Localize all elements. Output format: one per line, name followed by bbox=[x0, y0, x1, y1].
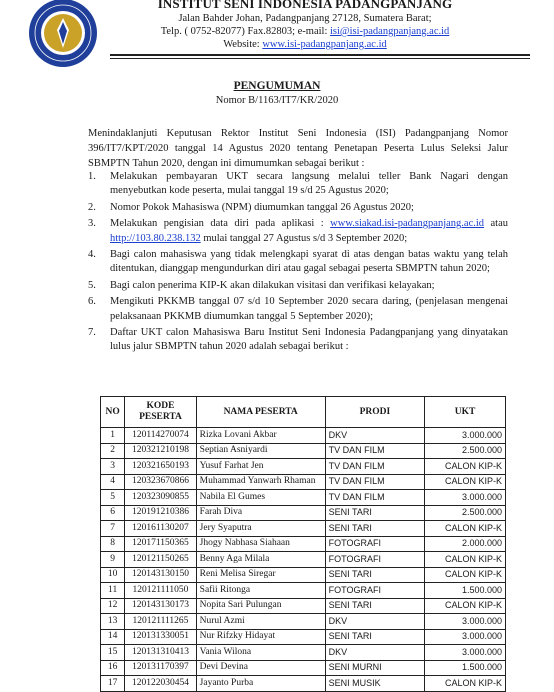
institution-name: INSTITUT SENI INDONESIA PADANGPANJANG bbox=[157, 0, 453, 11]
study-program: TV DAN FILM bbox=[325, 474, 424, 490]
row-number: 4 bbox=[101, 474, 125, 490]
participant-code: 120131310413 bbox=[125, 645, 196, 661]
participant-code: 120121111050 bbox=[125, 583, 196, 599]
phone-fax-text: Telp. ( 0752-82077) Fax.82803; e-mail: bbox=[160, 26, 330, 37]
participant-name: Nur Rifzky Hidayat bbox=[196, 629, 325, 645]
header-no: NO bbox=[101, 397, 125, 428]
participant-code: 120321650193 bbox=[125, 459, 196, 475]
website-link[interactable]: www.isi-padangpanjang.ac.id bbox=[262, 39, 387, 50]
ukt-value: 2.000.000 bbox=[425, 536, 506, 552]
ukt-value: 3.000.000 bbox=[425, 629, 506, 645]
table-row bbox=[101, 676, 506, 692]
header-prodi: PRODI bbox=[325, 397, 424, 428]
study-program: FOTOGRAFI bbox=[325, 536, 424, 552]
list-item bbox=[88, 295, 508, 324]
ukt-value: CALON KIP-K bbox=[425, 567, 506, 583]
participant-code: 120114270074 bbox=[125, 428, 196, 444]
item-text: mulai tanggal 27 Agustus s/d 3 September 2020; bbox=[200, 232, 408, 244]
participant-name: Muhammad Yanwarh Rhaman bbox=[196, 474, 325, 490]
letterhead bbox=[0, 0, 554, 70]
header-nama-peserta: NAMA PESERTA bbox=[196, 397, 325, 428]
ukt-value: CALON KIP-K bbox=[425, 474, 506, 490]
row-number: 3 bbox=[101, 459, 125, 475]
study-program: FOTOGRAFI bbox=[325, 552, 424, 568]
study-program: DKV bbox=[325, 428, 424, 444]
ukt-value: CALON KIP-K bbox=[425, 459, 506, 475]
ukt-value: 1.500.000 bbox=[425, 583, 506, 599]
row-number: 11 bbox=[101, 583, 125, 599]
study-program: TV DAN FILM bbox=[325, 459, 424, 475]
participant-code: 120161130207 bbox=[125, 521, 196, 537]
participant-name: Benny Aga Milala bbox=[196, 552, 325, 568]
participant-name: Nurul Azmi bbox=[196, 614, 325, 630]
participant-name: Safii Ritonga bbox=[196, 583, 325, 599]
table-row bbox=[101, 521, 506, 537]
participant-code: 120321210198 bbox=[125, 443, 196, 459]
participant-name: Jhogy Nabhasa Siahaan bbox=[196, 536, 325, 552]
study-program: SENI TARI bbox=[325, 598, 424, 614]
list-item bbox=[88, 170, 508, 199]
table-row bbox=[101, 583, 506, 599]
item-text: atau bbox=[484, 218, 508, 230]
row-number: 5 bbox=[101, 490, 125, 506]
study-program: SENI MURNI bbox=[325, 660, 424, 676]
ukt-value: CALON KIP-K bbox=[425, 598, 506, 614]
ukt-value: CALON KIP-K bbox=[425, 521, 506, 537]
item-number: 1. bbox=[88, 171, 96, 182]
participant-code: 120171150365 bbox=[125, 536, 196, 552]
item-number: 4. bbox=[88, 249, 96, 261]
table-row bbox=[101, 552, 506, 568]
item-text: Bagi calon mahasiswa yang tidak melengkapi syarat di atas dengan batas waktu yang telah ditentukan, dianggap mengundurkan diri atau gagal sebagai peserta SBMPTN tahun 2020; bbox=[110, 249, 508, 275]
ukt-value: 3.000.000 bbox=[425, 645, 506, 661]
participant-name: Nabila El Gumes bbox=[196, 490, 325, 506]
table-row bbox=[101, 598, 506, 614]
ukt-value: 3.000.000 bbox=[425, 428, 506, 444]
header-rule bbox=[110, 54, 530, 56]
participant-name: Jery Syaputra bbox=[196, 521, 325, 537]
announcement-title: PENGUMUMAN bbox=[233, 80, 321, 92]
row-number: 9 bbox=[101, 552, 125, 568]
study-program: TV DAN FILM bbox=[325, 443, 424, 459]
participant-name: Vania Wilona bbox=[196, 645, 325, 661]
ukt-value: CALON KIP-K bbox=[425, 676, 506, 692]
table-row bbox=[101, 660, 506, 676]
ukt-value: 2.500.000 bbox=[425, 443, 506, 459]
participant-code: 120121150265 bbox=[125, 552, 196, 568]
announcement-list bbox=[88, 170, 508, 357]
list-item bbox=[88, 279, 508, 293]
list-item bbox=[88, 201, 508, 215]
study-program: SENI TARI bbox=[325, 567, 424, 583]
row-number: 15 bbox=[101, 645, 125, 661]
website-label: Website: bbox=[223, 39, 263, 50]
ukt-value: 3.000.000 bbox=[425, 614, 506, 630]
row-number: 17 bbox=[101, 676, 125, 692]
participant-code: 120143130173 bbox=[125, 598, 196, 614]
study-program: SENI TARI bbox=[325, 505, 424, 521]
item-text: Mengikuti PKKMB tanggal 07 s/d 10 September 2020 secara daring, (penjelasan mengenai pelaksanaan PKKMB diumumkan tanggal 5 September 2020); bbox=[110, 296, 508, 322]
item-text: Nomor Pokok Mahasiswa (NPM) diumumkan tanggal 26 Agustus 2020; bbox=[110, 201, 414, 213]
item-text: Melakukan pembayaran UKT secara langsung melalui teller Bank Nagari dengan menyebutkan kode peserta, mulai tanggal 19 s/d 25 Agustus 2020; bbox=[110, 171, 508, 197]
ukt-value: 2.500.000 bbox=[425, 505, 506, 521]
siakad-link[interactable]: www.siakad.isi-padangpanjang.ac.id bbox=[330, 218, 485, 230]
ukt-value: CALON KIP-K bbox=[425, 552, 506, 568]
list-item bbox=[88, 248, 508, 277]
study-program: DKV bbox=[325, 645, 424, 661]
item-number: 6. bbox=[88, 296, 96, 308]
item-number: 2. bbox=[88, 201, 96, 213]
header-kode-peserta: KODE PESERTA bbox=[125, 397, 196, 428]
row-number: 8 bbox=[101, 536, 125, 552]
participant-name: Devi Devina bbox=[196, 660, 325, 676]
ukt-value: 1.500.000 bbox=[425, 660, 506, 676]
study-program: SENI MUSIK bbox=[325, 676, 424, 692]
website-line bbox=[140, 38, 470, 51]
row-number: 1 bbox=[101, 428, 125, 444]
table-row bbox=[101, 474, 506, 490]
participant-code: 120323670866 bbox=[125, 474, 196, 490]
item-text: Bagi calon penerima KIP-K akan dilakukan visitasi dan verifikasi kelayakan; bbox=[110, 279, 435, 291]
isi-logo-icon bbox=[28, 0, 98, 68]
table-row bbox=[101, 505, 506, 521]
row-number: 2 bbox=[101, 443, 125, 459]
study-program: DKV bbox=[325, 614, 424, 630]
participant-code: 120122030454 bbox=[125, 676, 196, 692]
table-header-row bbox=[101, 397, 506, 428]
table-row bbox=[101, 443, 506, 459]
participant-name: Yusuf Farhat Jen bbox=[196, 459, 325, 475]
table-row bbox=[101, 459, 506, 475]
participant-name: Rizka Lovani Akbar bbox=[196, 428, 325, 444]
ip-address-link[interactable]: http://103.80.238.132 bbox=[110, 232, 201, 244]
item-number: 3. bbox=[88, 218, 96, 230]
header-ukt: UKT bbox=[425, 397, 506, 428]
item-number: 7. bbox=[88, 327, 96, 339]
list-item bbox=[88, 326, 508, 355]
participant-name: Farah Diva bbox=[196, 505, 325, 521]
table-row bbox=[101, 629, 506, 645]
table-row bbox=[101, 645, 506, 661]
participant-name: Jayanto Purba bbox=[196, 676, 325, 692]
study-program: SENI TARI bbox=[325, 629, 424, 645]
announcement-number: Nomor B/1163/IT7/KR/2020 bbox=[215, 95, 339, 106]
row-number: 7 bbox=[101, 521, 125, 537]
intro-paragraph: Menindaklanjuti Keputusan Rektor Institut Seni Indonesia (ISI) Padangpanjang Nomor 396/IT7/KPT/2020 tanggal 14 Agustus 2020 tentang Penetapan Peserta Lulus Seleksi Jalur SBMPTN Tahun 2020, dengan ini dimumumkan sebagai berikut : bbox=[88, 128, 508, 169]
header-rule-thin bbox=[110, 58, 530, 59]
list-item bbox=[88, 217, 508, 246]
participant-name: Nopita Sari Pulungan bbox=[196, 598, 325, 614]
participant-code: 120143130150 bbox=[125, 567, 196, 583]
participant-code: 120323090855 bbox=[125, 490, 196, 506]
study-program: FOTOGRAFI bbox=[325, 583, 424, 599]
participant-code: 120131170397 bbox=[125, 660, 196, 676]
participant-name: Reni Melisa Siregar bbox=[196, 567, 325, 583]
address-line: Jalan Bahder Johan, Padangpanjang 27128, Sumatera Barat; bbox=[178, 13, 432, 24]
ukt-table bbox=[100, 396, 506, 692]
study-program: SENI TARI bbox=[325, 521, 424, 537]
row-number: 16 bbox=[101, 660, 125, 676]
ukt-value: 3.000.000 bbox=[425, 490, 506, 506]
item-number: 5. bbox=[88, 279, 96, 291]
table-row bbox=[101, 614, 506, 630]
row-number: 14 bbox=[101, 629, 125, 645]
table-row bbox=[101, 536, 506, 552]
table-row bbox=[101, 428, 506, 444]
row-number: 12 bbox=[101, 598, 125, 614]
table-row bbox=[101, 567, 506, 583]
contact-line bbox=[140, 25, 470, 38]
study-program: TV DAN FILM bbox=[325, 490, 424, 506]
email-link[interactable]: isi@isi-padangpanjang.ac.id bbox=[329, 26, 450, 37]
participant-code: 120191210386 bbox=[125, 505, 196, 521]
row-number: 10 bbox=[101, 567, 125, 583]
table-row bbox=[101, 490, 506, 506]
row-number: 13 bbox=[101, 614, 125, 630]
table-body bbox=[101, 428, 506, 692]
row-number: 6 bbox=[101, 505, 125, 521]
participant-code: 120131330051 bbox=[125, 629, 196, 645]
participant-name: Septian Asniyardi bbox=[196, 443, 325, 459]
participant-code: 120121111265 bbox=[125, 614, 196, 630]
item-text: Daftar UKT calon Mahasiswa Baru Institut Seni Indonesia Padangpanjang yang dinyatakan lulus jalur SBMPTN tahun 2020 adalah sebagai berikut : bbox=[110, 327, 508, 353]
item-text: Melakukan pengisian data diri pada aplikasi : bbox=[110, 218, 331, 230]
